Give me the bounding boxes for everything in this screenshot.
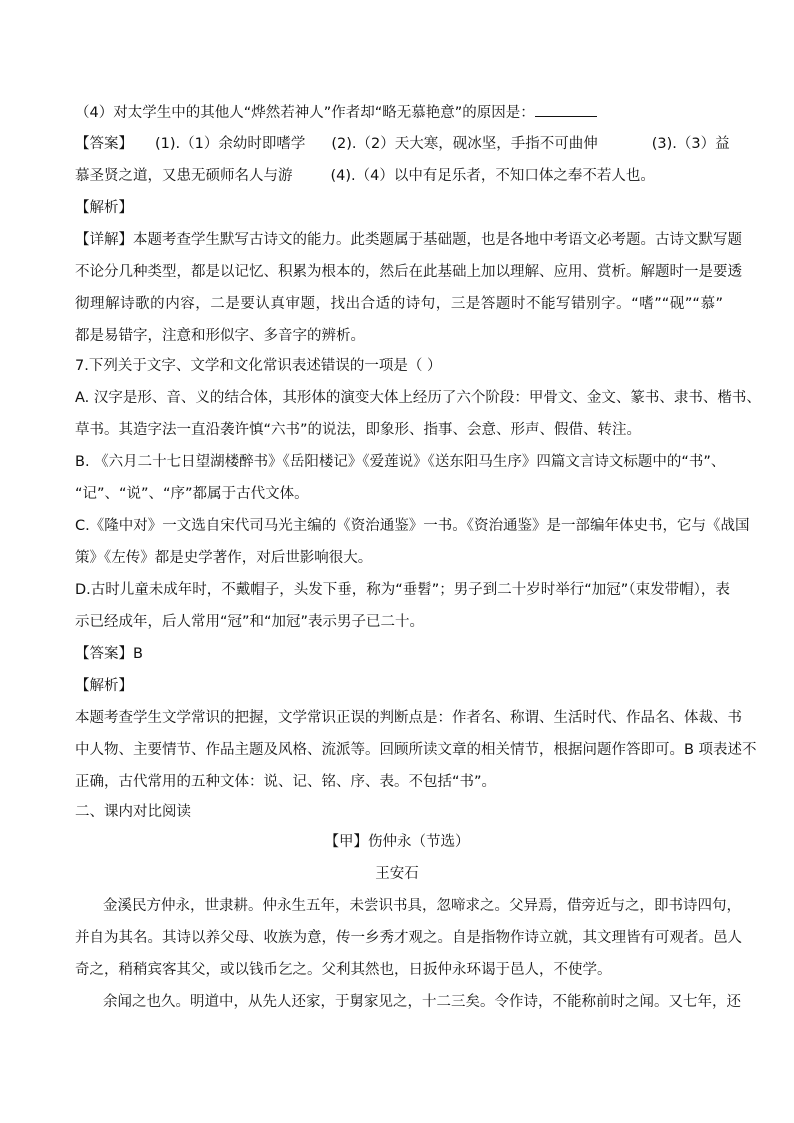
- answer-part-3-cont: 慕圣贤之道，又患无硕师名人与游: [75, 168, 293, 184]
- option-c-line: 策》《左传》都是史学著作，对后世影响很大。: [75, 550, 373, 566]
- answer-tag: 【答案】: [75, 136, 133, 152]
- analysis-6-line: 【详解】本题考查学生默写古诗文的能力。此类题属于基础题，也是各地中考语文必考题。古诗文默写题: [75, 232, 742, 248]
- passage-line: 奇之，稍稍宾客其父，或以钱币乞之。父利其然也，日扳仲永环谒于邑人，不使学。: [75, 962, 612, 978]
- question-7-stem: 7.下列关于文字、文学和文化常识表述错误的一项是（ ）: [75, 358, 442, 374]
- option-b-line: “记”、“说”、“序”都属于古代文体。: [75, 486, 309, 502]
- option-a-line: 草书。其造字法一直沿袭许慎“六书”的说法，即象形、指事、会意、形声、假借、转注。: [75, 422, 642, 438]
- passage-author: 王安石: [375, 866, 419, 882]
- answer-part-1: (1).（1）余幼时即嗜学: [155, 136, 306, 152]
- answer-blank: [535, 102, 597, 117]
- analysis-6-line: 都是易错字，注意和形似字、多音字的辨析。: [75, 328, 365, 344]
- analysis-7-line: 正确，古代常用的五种文体：说、记、铭、序、表。不包括“书”。: [75, 774, 497, 790]
- analysis-6-line: 彻理解诗歌的内容，二是要认真审题，找出合适的诗句，三是答题时不能写错别字。“嗜”“砚”“慕”: [75, 296, 723, 312]
- option-d-line: D.古时儿童未成年时，不戴帽子，头发下垂，称为“垂髫”；男子到二十岁时举行“加冠”（束发带帽），表: [75, 582, 730, 598]
- passage-line: 余闻之也久。明道中，从先人还家，于舅家见之，十二三矣。令作诗，不能称前时之闻。又七年，还: [103, 994, 741, 1010]
- answer-part-2: (2).（2）天大寒，砚冰坚，手指不可曲伸: [331, 136, 598, 152]
- option-a-line: A. 汉字是形、音、义的结合体，其形体的演变大体上经历了六个阶段：甲骨文、金文、篆书、隶书、楷书、: [75, 390, 761, 406]
- analysis-6-line: 不论分几种类型，都是以记忆、积累为根本的，然后在此基础上加以理解、应用、赏析。解题时一是要透: [75, 264, 742, 280]
- passage-line: 并自为其名。其诗以养父母、收族为意，传一乡秀才观之。自是指物作诗立就，其文理皆有可观者。邑人: [75, 930, 742, 946]
- passage-title: 【甲】伤仲永（节选）: [324, 834, 470, 850]
- option-c-line: C.《隆中对》一文选自宋代司马光主编的《资治通鉴》一书。《资治通鉴》是一部编年体史书，它与《战国: [75, 518, 750, 534]
- answer-7: 【答案】B: [75, 646, 143, 662]
- passage-line: 金溪民方仲永，世隶耕。仲永生五年，未尝识书具，忽啼求之。父异焉，借旁近与之，即书诗四句，: [103, 898, 741, 914]
- question-6-4: [75, 102, 597, 123]
- section-2-heading: 二、课内对比阅读: [75, 804, 191, 820]
- answer-6-line-1: [75, 134, 730, 154]
- question-6-4-prompt: （4）对太学生中的其他人“烨然若神人”作者却“略无慕艳意”的原因是：: [75, 105, 535, 121]
- analysis-7-line: 本题考查学生文学常识的把握，文学常识正误的判断点是：作者名、称谓、生活时代、作品名、体裁、书: [75, 710, 742, 726]
- option-d-line: 示已经成年，后人常用“冠”和“加冠”表示男子已二十。: [75, 614, 425, 630]
- option-b-line: B. 《六月二十七日望湖楼醉书》《岳阳楼记》《爱莲说》《送东阳马生序》四篇文言诗文标题中的“书”、: [75, 454, 726, 470]
- answer-part-3: (3).（3）益: [651, 136, 730, 152]
- analysis-7-tag: 【解析】: [75, 678, 133, 694]
- answer-6-line-2: [75, 166, 655, 186]
- analysis-6-tag: 【解析】: [75, 200, 133, 216]
- analysis-7-line: 中人物、主要情节、作品主题及风格、流派等。回顾所读文章的相关情节，根据问题作答即可。B 项表述不: [75, 742, 757, 758]
- answer-part-4: (4).（4）以中有足乐者，不知口体之奉不若人也。: [330, 168, 655, 184]
